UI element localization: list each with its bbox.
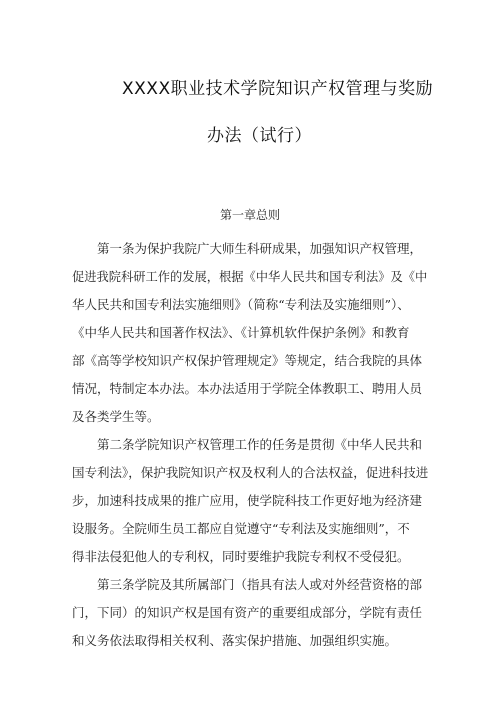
body-line: 国专利法》，保护我院知识产权及权利人的合法权益，促进科技进 <box>72 465 429 480</box>
body-line: 第二条学院知识产权管理工作的任务是贯彻《中华人民共和 <box>97 437 423 452</box>
body-line: 第一条为保护我院广大师生科研成果，加强知识产权管理， <box>97 241 423 256</box>
body-line: 促进我院科研工作的发展，根据《中华人民共和国专利法》及《中 <box>72 270 428 284</box>
body-line: 第三条学院及其所属部门（指具有法人或对外经营资格的部 <box>97 577 423 592</box>
body-line: 《中华人民共和国著作权法》、《计算机软件保护条例》和教育 <box>72 325 410 340</box>
body-line: 华人民共和国专利法实施细则》（简称“专利法及实施细则”）、 <box>72 297 410 312</box>
chapter-heading: 第一章总则 <box>219 208 280 222</box>
document-title-line-2: 办法（试行） <box>207 126 312 146</box>
document-title-line-1: XXXX职业技术学院知识产权管理与奖励 <box>122 79 434 99</box>
body-line: 门，下同）的知识产权是国有资产的重要组成部分，学院有责任 <box>72 605 423 620</box>
body-line: 得非法侵犯他人的专利权，同时要维护我院专利权不受侵犯。 <box>72 549 410 564</box>
body-line: 设服务。全院师生员工都应自觉遵守“专利法及实施细则”，不 <box>72 521 410 536</box>
body-line: 步，加速科技成果的推广应用，使学院科技工作更好地为经济建 <box>72 493 423 508</box>
body-line: 情况，特制定本办法。本办法适用于学院全体教职工、聘用人员 <box>72 381 423 396</box>
body-line: 部《高等学校知识产权保护管理规定》等规定，结合我院的具体 <box>72 353 423 368</box>
body-line: 及各类学生等。 <box>72 409 160 424</box>
body-line: 和义务依法取得相关权利、落实保护措施、加强组织实施。 <box>72 633 398 648</box>
